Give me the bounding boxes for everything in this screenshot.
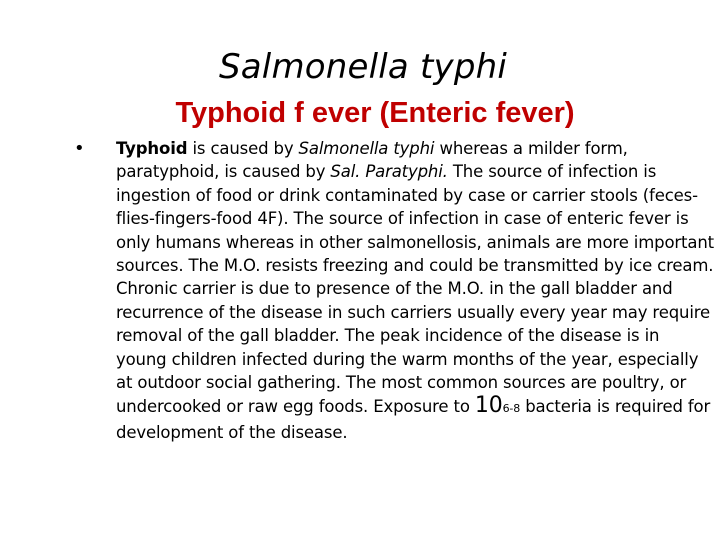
slide-title: Salmonella typhi [218, 47, 508, 87]
bullet-paragraph [74, 137, 714, 444]
text-segment: bacteria is required for development of the disease. [116, 397, 711, 442]
species-sal-paratyphi: Sal. Paratyphi. [330, 162, 448, 182]
dose-exponent: 6-8 [502, 402, 521, 416]
dose-base: 10 [474, 393, 503, 419]
text-segment: whereas a milder form, paratyphoid, is caused by [116, 139, 628, 182]
term-typhoid: Typhoid [116, 139, 188, 158]
species-salmonella-typhi: Salmonella typhi [298, 139, 435, 158]
bullet-icon: • [74, 138, 85, 159]
text-segment: is caused by [187, 139, 299, 158]
text-segment: The source of infection is ingestion of food or drink contaminated by case or carrier stools (feces-flies-fingers-food 4F). The source of infection in case of enteric fever is only humans whereas in other salmonellosis, animals are more important sources. The M.O. resists freezing and could be transmitted by ice cream. Chronic carrier is due to presence of the M.O. in the gall bladder and recurrence of the disease in such carriers usually every year may require removal of the gall bladder. The peak incidence of the disease is in young children infected during the warm months of the year, especially at outdoor social gathering. The most common sources are poultry, or undercooked or raw egg foods. Exposure to [116, 162, 714, 417]
slide-subtitle: Typhoid f ever (Enteric fever) [175, 97, 575, 129]
